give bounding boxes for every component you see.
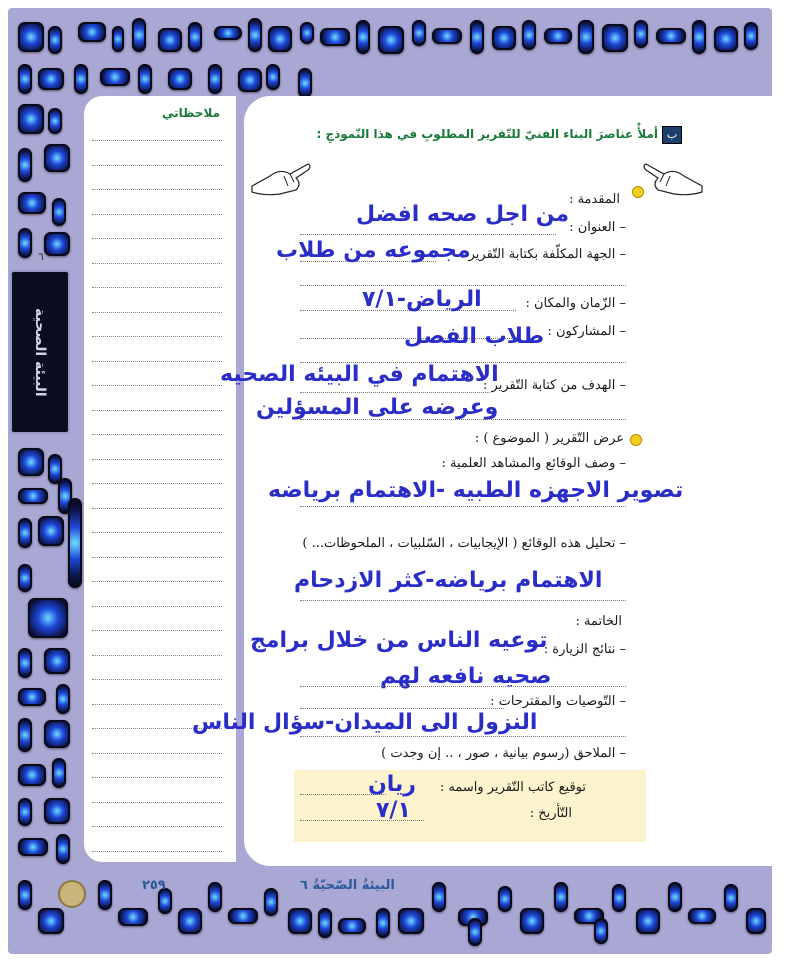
decorative-bead [634,20,648,48]
decorative-bead [18,228,32,258]
notes-line [92,826,222,827]
notes-line [92,508,222,509]
notes-line [92,483,222,484]
appendix-label: – الملاحق (رسوم بيانية ، صور ، .. إن وجدت ) [381,746,626,761]
decorative-bead [376,908,390,938]
decorative-bead [18,688,46,706]
decorative-bead [578,20,594,54]
page-number: ٢٥٩ [142,878,166,893]
decorative-bead [724,884,738,912]
title-line [300,234,556,235]
results-answer: توعيه الناس من خلال برامج [250,628,548,653]
notes-line [92,140,222,141]
decorative-bead [498,886,512,912]
decorative-bead [398,908,424,934]
decorative-bead [228,908,258,924]
results-answer-2: صحيه نافعه لهم [380,664,552,689]
bullet-icon [632,186,644,198]
decorative-bead [18,104,44,134]
decorative-bead [178,908,202,934]
decorative-bead [432,28,462,44]
decorative-bead [38,68,64,90]
decorative-bead [18,488,48,504]
footer-title: البيئةُ الصّحيّةُ ٦ [300,878,395,893]
analysis-line [300,600,626,601]
facts-answer: تصوير الاجهزه الطبيه -الاهتمام برياضه [268,478,684,503]
decorative-bead [74,64,88,94]
notes-line [92,189,222,190]
decorative-bead [692,20,706,54]
side-band [10,270,70,434]
decorative-bead [18,64,32,94]
decorative-bead [18,564,32,592]
notes-line [92,165,222,166]
task-instruction: أملأْ عناصرَ البناء الفنيّ للتّقرير المطلوبِ في هذا النّموذجِ : [316,127,658,141]
decorative-bead [544,28,572,44]
recommend-line-2 [300,736,626,737]
decorative-bead [44,232,70,256]
decorative-bead [264,888,278,916]
decorative-bead [594,918,608,944]
notes-line [92,753,222,754]
decorative-bead [688,908,716,924]
decorative-bead [298,68,312,98]
notes-line [92,434,222,435]
decorative-bead [48,26,62,54]
decorative-bead [132,18,146,52]
notes-title: ملاحظاتي [161,106,220,120]
decorative-bead [168,68,192,90]
participants-label: – المشاركون : [547,324,626,339]
decorative-bead [18,22,44,52]
decorative-bead [18,148,32,182]
recommend-line [300,708,504,709]
decorative-bead [208,64,222,94]
decorative-bead [656,28,686,44]
decorative-bead [18,648,32,678]
decorative-bead [52,758,66,788]
goal-answer: الاهتمام في البيئه الصحيه [220,362,499,387]
decorative-bead [138,64,152,94]
decorative-bead [18,192,46,214]
decorative-bead [492,26,516,50]
decorative-bead [520,908,544,934]
notes-line [92,410,222,411]
left-hand-icon [250,156,314,200]
decorative-bead [52,198,66,226]
responsible-answer: مجموعه من طلاب [276,238,471,263]
results-line [300,686,626,687]
notes-line [92,802,222,803]
decorative-bead [288,908,312,934]
notes-line [92,361,222,362]
decorative-bead [746,908,766,934]
decorative-bead [338,918,366,934]
decorative-bead [44,648,70,674]
intro-heading: المقدمة : [569,192,620,207]
title-label: – العنوان : [569,220,626,235]
decorative-bead [18,718,32,752]
decorative-bead [300,22,314,44]
decorative-bead [18,764,46,786]
date-label: التّأريخ : [529,806,572,821]
decorative-bead [18,838,48,856]
decorative-bead [318,908,332,938]
decorative-bead [412,20,426,46]
notes-line [92,606,222,607]
decorative-bead [636,908,660,934]
decorative-bead [100,68,130,86]
notes-line [92,312,222,313]
right-hand-icon [640,156,704,200]
decorative-bead [48,108,62,134]
decorative-bead [18,448,44,476]
notes-panel [84,96,236,862]
decorative-bead [38,908,64,934]
time-place-label: – الزّمان والمكان : [525,296,626,311]
decorative-bead [18,798,32,826]
notes-line [92,581,222,582]
decorative-bead [38,516,64,546]
decorative-bead [668,882,682,912]
decorative-bead [118,908,148,926]
decorative-bead [470,20,484,54]
decorative-bead [266,64,280,90]
signature-label: توقيع كاتب التّقرير واسمه : [439,780,586,795]
decorative-bead [714,26,738,52]
body-heading: عرض التّقرير ( الموضوع ) : [474,431,624,446]
decorative-bead [68,498,82,588]
responsible-label: – الجهة المكلّفة بكتابة التّقرير : [460,247,626,262]
decorative-bead [612,884,626,912]
recommend-answer: النزول الى الميدان-سؤال الناس [192,710,538,735]
notes-line [92,630,222,631]
decorative-bead [522,20,536,50]
decorative-bead [18,518,32,548]
decorative-bead [158,28,182,52]
recommend-label: – التّوصيات والمقترحات : [490,694,626,709]
analysis-answer: الاهتمام برياضه-كثر الازدحام [294,568,603,593]
goal-line [300,392,490,393]
decorative-bead [56,834,70,864]
facts-label: – وصف الوقائع والمشاهد العلمية : [441,456,626,471]
decorative-bead [248,18,262,52]
decorative-bead [320,28,350,46]
corner-badge-icon [58,880,86,908]
decorative-bead [268,26,292,52]
decorative-bead [56,684,70,714]
conclusion-heading: الخاتمة : [575,614,622,629]
goal-line-2 [300,419,626,420]
title-answer: من اجل صحه افضل [356,202,570,227]
decorative-bead [214,26,242,40]
notes-line [92,777,222,778]
results-label: – نتائج الزيارة : [543,642,626,657]
goal-label: – الهدف من كتابة التّقرير : [483,378,626,393]
signature-answer: ريان [368,772,416,797]
notes-line [92,532,222,533]
page-margin [776,0,800,962]
side-band-title: البيئة الصحية [32,307,48,397]
decorative-bead [208,882,222,912]
responsible-line-2 [300,285,626,286]
decorative-bead [432,882,446,912]
analysis-label: – تحليل هذه الوقائع ( الإيجابيات ، السّلبيات ، الملحوظات... ) [302,536,626,551]
task-badge: ب [662,126,682,144]
notes-line [92,336,222,337]
notes-line [92,287,222,288]
decorative-bead [238,68,262,92]
decorative-bead [44,720,70,748]
decorative-bead [44,144,70,172]
decorative-bead [28,598,68,638]
decorative-bead [554,882,568,912]
notes-line [92,557,222,558]
notes-line [92,238,222,239]
notes-line [92,704,222,705]
date-answer: ٧/١ [376,798,411,823]
participants-answer: طلاب الفصل [404,324,545,349]
time-place-answer: الرياض-٧/١ [362,287,482,312]
facts-line [300,506,626,507]
side-number: ٦ [38,250,44,263]
decorative-bead [744,22,758,50]
decorative-bead [98,880,112,910]
notes-line [92,263,222,264]
notes-line [92,655,222,656]
goal-answer-2: وعرضه على المسؤلين [256,395,499,420]
notes-line [92,385,222,386]
decorative-bead [18,880,32,910]
notes-line [92,679,222,680]
decorative-bead [602,24,628,52]
notes-line [92,851,222,852]
decorative-bead [112,26,124,52]
decorative-bead [378,26,404,54]
decorative-bead [78,22,106,42]
decorative-bead [468,918,482,946]
bullet-icon [630,434,642,446]
notes-line [92,214,222,215]
decorative-bead [356,20,370,54]
notes-line [92,459,222,460]
decorative-bead [44,798,70,824]
decorative-bead [188,22,202,52]
